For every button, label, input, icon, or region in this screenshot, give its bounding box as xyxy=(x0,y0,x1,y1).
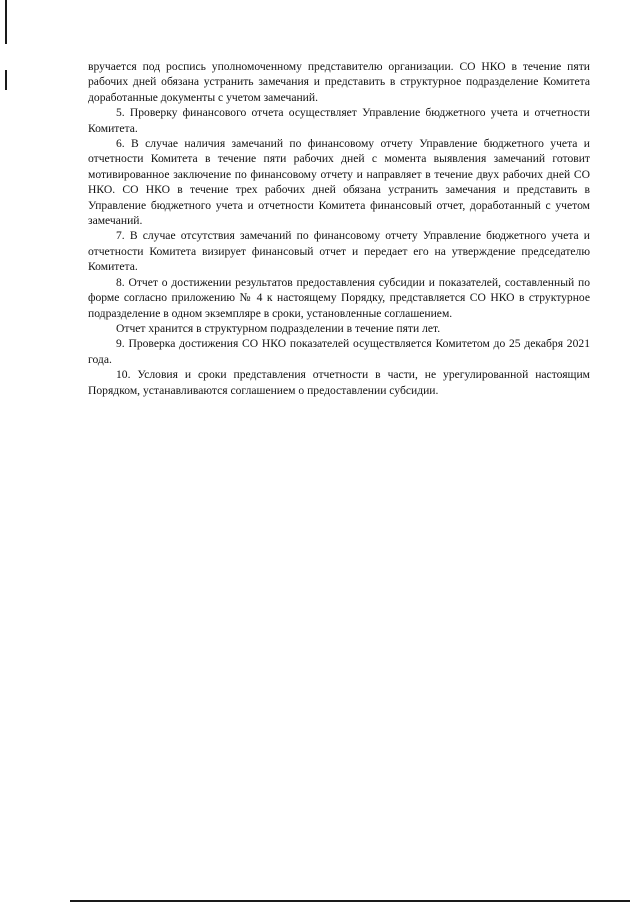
paragraph-storage-note: Отчет хранится в структурном подразделении в течение пяти лет. xyxy=(116,321,441,335)
paragraph-item-5: 5. Проверку финансового отчета осуществляет Управление бюджетного учета и отчетности Комитета. xyxy=(88,106,590,135)
paragraph-item-8: 8. Отчет о достижении результатов предоставления субсидии и показателей, составленный по форме согласно приложению № 4 к настоящему Порядку, представляется СО НКО в структурное подразделение в одном экземпляре в сроки, установленные соглашением. xyxy=(88,275,590,320)
document-body xyxy=(88,59,590,398)
scan-edge-line-bottom xyxy=(70,900,630,902)
paragraph-continuation: вручается под роспись уполномоченному представителю организации. СО НКО в течение пяти рабочих дней обязана устранить замечания и представить в структурное подразделение Комитета доработанные документы с учетом замечаний. xyxy=(88,60,590,104)
paragraph-item-9: 9. Проверка достижения СО НКО показателей осуществляется Комитетом до 25 декабря 2021 года. xyxy=(88,337,590,366)
paragraph-item-6: 6. В случае наличия замечаний по финансовому отчету Управление бюджетного учета и отчетности Комитета в течение пяти рабочих дней с момента выявления замечаний готовит мотивированное заключение по финансовому отчету и направляет в течение двух рабочих дней СО НКО. СО НКО в течение трех рабочих дней обязана устранить замечания и представить в Управление бюджетного учета и отчетности Комитета финансовый отчет, доработанный с учетом замечаний. xyxy=(88,137,590,228)
paragraph-item-10: 10. Условия и сроки представления отчетности в части, не урегулированной настоящим Порядком, устанавливаются соглашением о предоставлении субсидии. xyxy=(88,368,590,397)
scan-edge-mark-top xyxy=(5,0,7,44)
scan-edge-mark-middle xyxy=(5,70,7,90)
paragraph-item-7: 7. В случае отсутствия замечаний по финансовому отчету Управление бюджетного учета и отчетности Комитета визирует финансовый отчет и передает его на утверждение председателю Комитета. xyxy=(88,229,590,274)
